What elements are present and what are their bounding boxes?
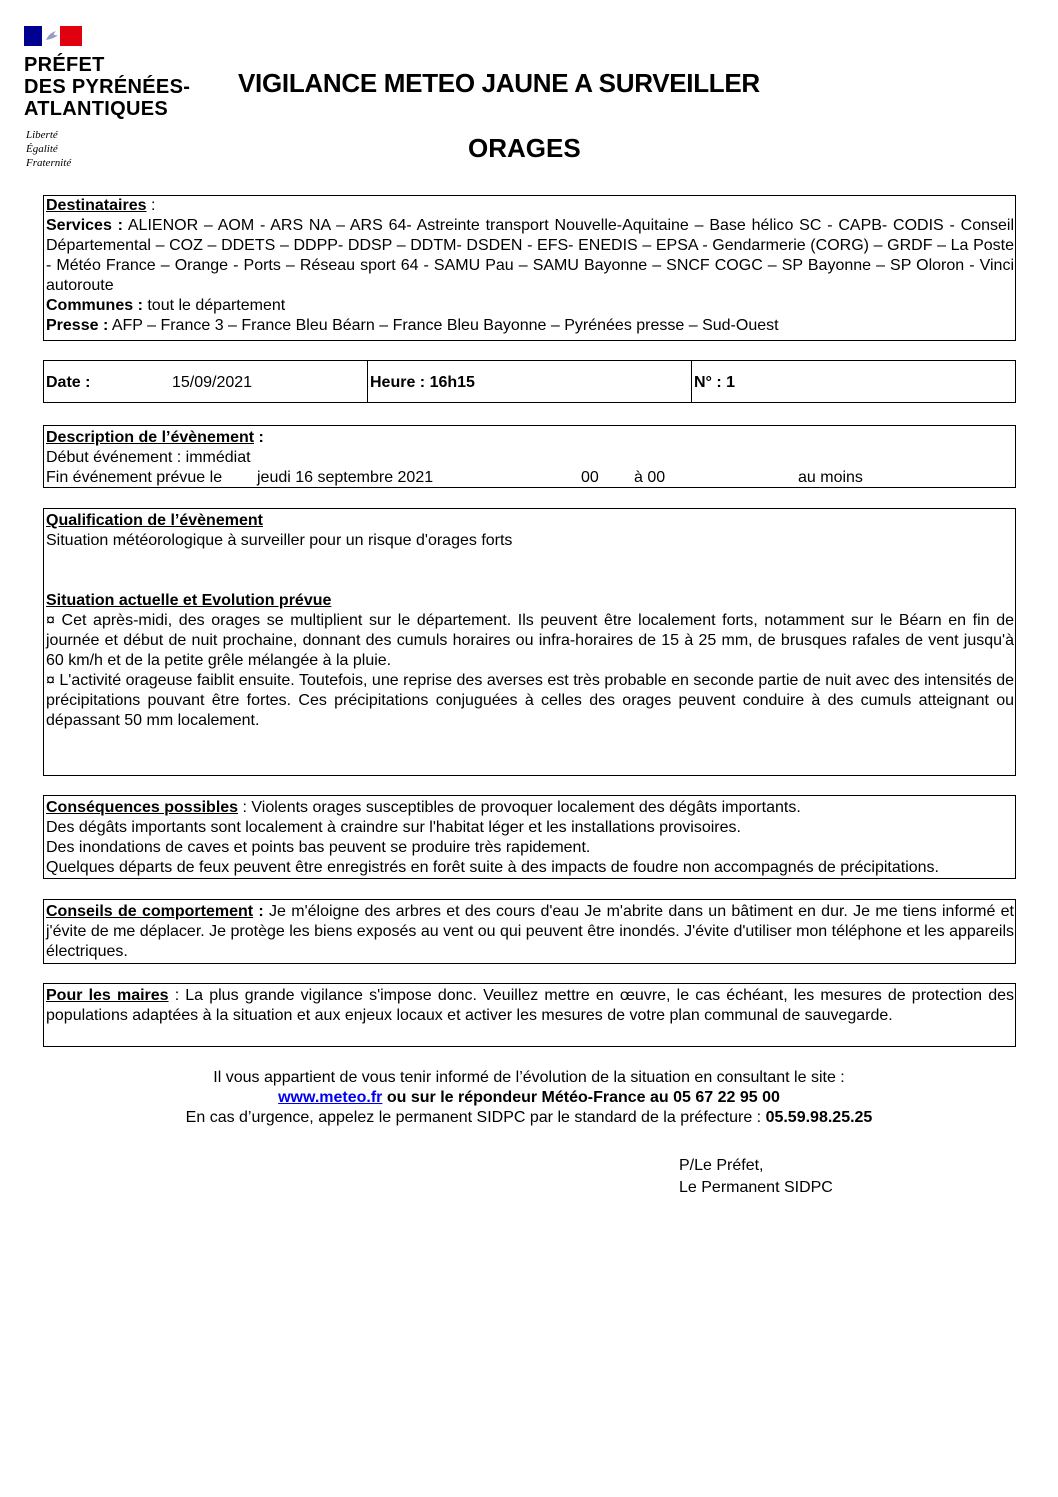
consequences-line-4: Quelques départs de feux peuvent être enregistrés en forêt suite à des impacts de foudre non accompagnés de précipitations. [46,859,939,876]
conseils-text: Je m'éloigne des arbres et des cours d'eau Je m'abrite dans un bâtiment en dur. Je me tiens informé et j'évite de me déplacer. Je protège les biens exposés au vent ou qui peuvent être inondés. J'évite d'utiliser mon téléphone et les appareils électriques. [46,903,1014,960]
conseils-heading: Conseils de comportement [46,903,254,920]
consequences-line-3: Des inondations de caves et points bas peuvent se produire très rapidement. [46,839,591,856]
situation-heading: Situation actuelle et Evolution prévue [46,592,332,609]
motto-egalite: Égalité [26,143,58,155]
services-label: Services : [46,217,123,234]
date-label: Date : [46,374,91,391]
situation-para-2: ¤ L'activité orageuse faiblit ensuite. Toutefois, une reprise des averses est très probable en seconde partie de nuit avec des intensités de précipitations pouvant être fortes. Ces précipitations conjuguées à celles des orages peuvent conduire à des cumuls atteignant ou dépassant 50 mm localement. [46,672,1014,729]
motto-fraternite: Fraternité [26,157,72,169]
page-title: VIGILANCE METEO JAUNE A SURVEILLER [238,68,760,98]
communes-text: tout le département [142,297,286,314]
description-heading: Description de l’évènement [46,429,255,446]
consequences-line-2: Des dégâts importants sont localement à craindre sur l'habitat léger et les installations provisoires. [46,819,741,836]
presse-text: AFP – France 3 – France Bleu Béarn – France Bleu Bayonne – Pyrénées presse – Sud-Ouest [108,317,779,334]
qualification-box [43,508,1016,776]
signature-line-2: Le Permanent SIDPC [679,1179,833,1196]
date-cell [44,361,368,402]
footer-line-3 [0,1108,1058,1128]
debut-evenement: Début événement : immédiat [46,449,251,466]
fin-hour-1: 00 [581,469,599,486]
signature-line-1: P/Le Préfet, [679,1157,764,1174]
destinataires-heading: Destinataires [46,197,147,214]
fin-date: jeudi 16 septembre 2021 [257,469,434,486]
prefecture-logo [24,26,214,170]
consequences-heading: Conséquences possibles [46,799,239,816]
motto-liberte: Liberté [26,129,58,141]
fin-evenement [46,468,1014,488]
date-value: 15/09/2021 [172,374,253,391]
communes-label: Communes : [46,297,143,314]
services-text: ALIENOR – AOM - ARS NA – ARS 64- Astreinte transport Nouvelle-Aquitaine – Base hélico SC - CAPB- CODIS - Conseil Départemental – COZ – DDETS – DDPP- DDSP – DDTM- DSDEN - EFS- ENEDIS – EPSA - Gendarmerie (CORG) – GRDF – La Poste - Météo France – Orange - Ports – Réseau sport 64 - SAMU Pau – SAMU Bayonne – SNCF COGC – SP Bayonne – SP Oloron - Vinci autoroute [46,217,1014,294]
page-subtitle: ORAGES [468,133,581,163]
maires-heading: Pour les maires [46,987,169,1004]
footer-urgence-text: En cas d’urgence, appelez le permanent SIDPC par le standard de la préfecture : [185,1109,766,1126]
marianne-icon [44,30,60,42]
info-row [43,360,1016,403]
fin-label: Fin événement prévue le [46,469,223,486]
numero-cell: N° : 1 [694,374,736,391]
destinataires-box [43,195,1016,341]
footer-line-1: Il vous appartient de vous tenir informé de l’évolution de la situation en consultant le site : [213,1069,845,1086]
tricolor-flag [24,26,82,46]
consequences-first: : Violents orages susceptibles de provoquer localement des dégâts importants. [238,799,801,816]
conseils-colon: : [253,903,264,920]
meteo-link[interactable]: www.meteo.fr [278,1089,383,1106]
maires-box [43,983,1016,1047]
conseils-box [43,899,1016,964]
footer-line-2 [0,1088,1058,1108]
situation-para-1: ¤ Cet après-midi, des orages se multiplient sur le département. Ils peuvent être localement forts, notamment sur le Béarn en fin de journée et début de nuit prochaine, donnant des cumuls horaires ou infra-horaires de 15 à 25 mm, de brusques rafales de vent jusqu'à 60 km/h et de la petite grêle mélangée à la pluie. [46,612,1014,669]
consequences-box [43,795,1016,879]
description-box [43,425,1016,488]
maires-text: : La plus grande vigilance s'impose donc. Veuillez mettre en œuvre, le cas échéant, les mesures de protection des populations adaptées à la situation et aux enjeux locaux et activer les mesures de votre plan communal de sauvegarde. [46,987,1015,1024]
qualification-heading: Qualification de l’évènement [46,512,263,529]
presse-label: Presse : [46,317,109,334]
footer-prefecture-phone: 05.59.98.25.25 [765,1109,873,1126]
heure-cell: Heure : 16h15 [368,361,692,402]
republic-motto [26,128,214,170]
fin-note: au moins [798,469,863,486]
fin-hour-2: à 00 [634,469,666,486]
footer-phone-text: ou sur le répondeur Météo-France au 05 67 22 95 00 [382,1089,780,1106]
logo-line-3: ATLANTIQUES [24,98,169,120]
destinataires-colon: : [146,197,156,214]
qualification-text: Situation météorologique à surveiller pour un risque d'orages forts [46,532,513,549]
description-colon: : [254,429,264,446]
logo-name [24,54,214,120]
logo-line-1: PRÉFET [24,54,105,76]
logo-line-2: DES PYRÉNÉES- [24,76,191,98]
